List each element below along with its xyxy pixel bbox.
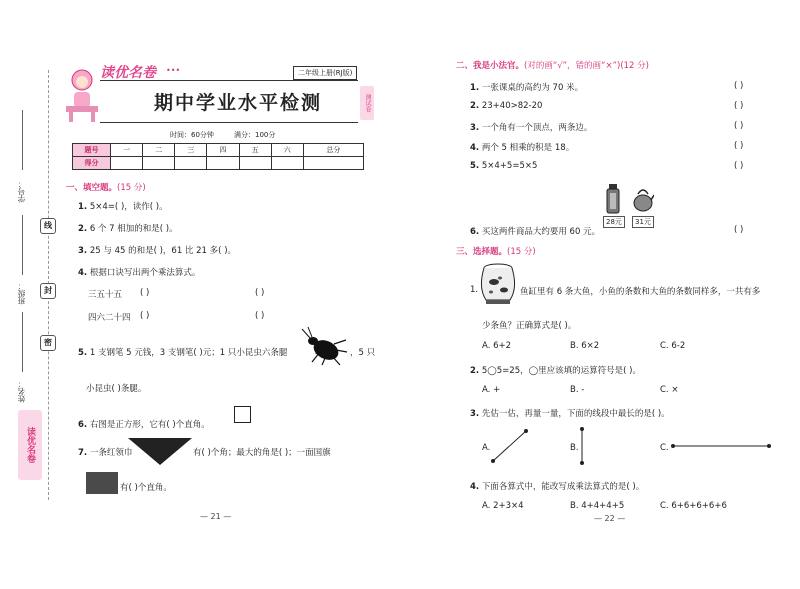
segment-b (578, 426, 586, 466)
choice-1-line2: 少条鱼？正确算式是( )。 (482, 321, 577, 331)
choice-4-option-a[interactable]: A. 2+3×4 (482, 501, 524, 511)
question-number: 4. (470, 143, 480, 153)
brand-logo: 读优名卷 (100, 65, 156, 81)
judge-item-3 (470, 121, 592, 133)
q4-formula-b-blank1[interactable]: ( ) (140, 311, 150, 321)
question-text: 一张课桌的高约为 70 米。 (481, 83, 584, 93)
question-text: 右图是正方形，它有( )个直角。 (89, 420, 210, 430)
question-text: 5◯5=25，◯里应该填的运算符号是( )。 (481, 366, 641, 376)
section3-title (456, 245, 536, 257)
section2-title (456, 59, 649, 71)
question-number: 1. (470, 83, 480, 93)
exam-time: 时间：60分钟 (170, 131, 214, 139)
question-1-1 (78, 200, 168, 212)
choice-2-option-a[interactable]: A. + (482, 385, 501, 395)
question-1-7 (78, 446, 132, 458)
question-1-4 (78, 266, 200, 278)
judge-answer-4[interactable]: ( ) (734, 141, 744, 151)
header-rule (100, 80, 358, 81)
choice-4-option-b[interactable]: B. 4+4+4+5 (570, 501, 625, 511)
score-table-score-row (73, 157, 364, 170)
square-figure (234, 406, 251, 423)
judge-item-6 (470, 225, 600, 237)
q4-formula-a-label: 三五十五 (88, 290, 123, 300)
score-input-cell[interactable] (303, 157, 363, 170)
judge-item-4 (470, 141, 574, 153)
question-number: 3. (78, 246, 88, 256)
question-text: 1 支钢笔 5 元钱，3 支钢笔( )元；1 只小昆虫六条腿 (89, 348, 288, 358)
choice-2-option-b[interactable]: B. - (570, 385, 585, 395)
question-number: 7. (78, 448, 88, 458)
question-number: 3. (470, 409, 480, 419)
logo-dots: ••• (166, 66, 181, 75)
table-cell: 二 (143, 144, 175, 157)
score-input-cell[interactable] (239, 157, 271, 170)
section3-score: (15 分) (507, 247, 536, 257)
section2-instruction: (对的画“√”，错的画“×”) (524, 61, 621, 71)
question-text: 先估一估，再量一量，下面的线段中最长的是( )。 (481, 409, 670, 419)
question-text: 一条红领巾 (89, 448, 133, 458)
flag-figure (86, 472, 118, 494)
question-text: 23+40>82-20 (481, 101, 543, 111)
score-table-header-row (73, 144, 364, 157)
q4-formula-a-blank2[interactable]: ( ) (255, 288, 265, 298)
question-number: 3. (470, 123, 480, 133)
question-number: 2. (470, 101, 480, 111)
question-text: 一个角有一个顶点，两条边。 (481, 123, 593, 133)
page-number-right: — 22 — (594, 514, 626, 523)
judge-answer-6[interactable]: ( ) (734, 225, 744, 235)
question-text: 25 与 45 的和是( )，61 比 21 多( )。 (89, 246, 237, 256)
table-cell: 一 (111, 144, 143, 157)
score-input-cell[interactable] (175, 157, 207, 170)
choice-4-option-c[interactable]: C. 6+6+6+6+6 (660, 501, 727, 511)
table-cell: 六 (271, 144, 303, 157)
question-text: 6 个 7 相加的和是( )。 (89, 224, 178, 234)
segment-a (490, 428, 530, 464)
mascot-illustration (64, 66, 100, 124)
choice-4 (470, 480, 644, 492)
judge-answer-2[interactable]: ( ) (734, 101, 744, 111)
judge-item-5 (470, 161, 537, 171)
name-label: 姓名： (17, 380, 26, 403)
question-number: 2. (78, 224, 88, 234)
seal-feng: 封 (40, 283, 56, 299)
q4-formula-a-blank1[interactable]: ( ) (140, 288, 150, 298)
choice-2 (470, 364, 641, 376)
table-cell: 题号 (73, 144, 111, 157)
choice-1-option-c[interactable]: C. 6-2 (660, 341, 686, 351)
table-cell: 五 (239, 144, 271, 157)
choice-1-option-a[interactable]: A. 6+2 (482, 341, 512, 351)
fish-tank-image (478, 262, 518, 306)
price-label-1: 28元 (603, 216, 625, 228)
page-number-left: — 21 — (200, 512, 232, 521)
table-cell: 得分 (73, 157, 111, 170)
choice-2-option-c[interactable]: C. × (660, 385, 679, 395)
q5-line2: 小昆虫( )条腿。 (86, 384, 147, 394)
section1-title-text: 一、填空题。 (66, 183, 118, 193)
question-1-6 (78, 418, 210, 430)
score-input-cell[interactable] (143, 157, 175, 170)
segment-c (670, 442, 772, 450)
red-scarf-figure (128, 436, 192, 466)
choice-3-option-c[interactable]: C. (660, 443, 669, 453)
table-cell: 四 (207, 144, 239, 157)
header-rule-bottom (100, 122, 358, 123)
kettle-image (632, 186, 654, 212)
question-text: 两个 5 相乘的积是 18。 (481, 143, 575, 153)
question-text: 买这两件商品大约要用 60 元。 (481, 227, 601, 237)
class-label: 班级： (17, 282, 26, 305)
section2-score: (12 分) (620, 61, 649, 71)
q4-formula-b-blank2[interactable]: ( ) (255, 311, 265, 321)
class-line (22, 215, 23, 275)
student-id-line (22, 110, 23, 170)
seal-mi: 密 (40, 335, 56, 351)
name-line (22, 312, 23, 372)
score-table (72, 143, 364, 170)
choice-3-option-a[interactable]: A. (482, 443, 491, 453)
section1-score: (15 分) (117, 183, 146, 193)
q7-middle: 有( )个角；最大的角是( )；一面国旗 (193, 448, 331, 458)
section2-title-text: 二、我是小法官。 (456, 61, 525, 71)
judge-answer-3[interactable]: ( ) (734, 121, 744, 131)
seal-xian: 线 (40, 218, 56, 234)
question-1-3 (78, 244, 236, 256)
question-1-2 (78, 222, 178, 234)
choice-3 (470, 407, 670, 419)
judge-item-1 (470, 81, 583, 93)
score-input-cell[interactable] (207, 157, 239, 170)
question-number: 6. (78, 420, 88, 430)
question-text: 下面各算式中，能改写成乘法算式的是( )。 (481, 482, 645, 492)
student-id-label: 学号： (17, 180, 26, 203)
question-text: 5×4+5=5×5 (481, 161, 538, 171)
q4-formula-b-label: 四六二十四 (88, 313, 131, 323)
score-input-cell[interactable] (271, 157, 303, 170)
thermos-image (606, 184, 620, 214)
judge-answer-1[interactable]: ( ) (734, 81, 744, 91)
choice-3-option-b[interactable]: B. (570, 443, 579, 453)
question-text: 5×4=( )，读作( )。 (89, 202, 168, 212)
choice-1-option-b[interactable]: B. 6×2 (570, 341, 600, 351)
section3-title-text: 三、选择题。 (456, 247, 508, 257)
price-label-2: 31元 (632, 216, 654, 228)
beetle-image (300, 326, 348, 366)
judge-item-2 (470, 101, 542, 111)
choice-1-number: 1. (470, 285, 479, 295)
judge-answer-5[interactable]: ( ) (734, 161, 744, 171)
question-number: 4. (78, 268, 88, 278)
question-number: 5. (470, 161, 480, 171)
question-number: 2. (470, 366, 480, 376)
grade-label: 二年级上册(RJ版) (293, 66, 357, 80)
question-number: 5. (78, 348, 88, 358)
page-title: 期中学业水平检测 (154, 92, 323, 114)
table-cell: 总分 (303, 144, 363, 157)
bottom-logo: 读优名卷 (18, 410, 42, 480)
q7-tail: 有( )个直角。 (120, 483, 172, 493)
question-number: 4. (470, 482, 480, 492)
score-input-cell[interactable] (111, 157, 143, 170)
table-cell: 三 (175, 144, 207, 157)
side-tab: 测试卷 (360, 86, 374, 120)
question-1-5 (78, 346, 287, 358)
exam-full-score: 满分：100分 (234, 131, 276, 139)
question-number: 1. (78, 202, 88, 212)
q5-tail: ，5 只 (350, 348, 376, 358)
question-text: 根据口诀写出两个乘法算式。 (89, 268, 201, 278)
choice-1-line1: 鱼缸里有 6 条大鱼，小鱼的条数和大鱼的条数同样多，一共有多 (520, 287, 761, 297)
question-number: 6. (470, 227, 480, 237)
section1-title (66, 181, 146, 193)
